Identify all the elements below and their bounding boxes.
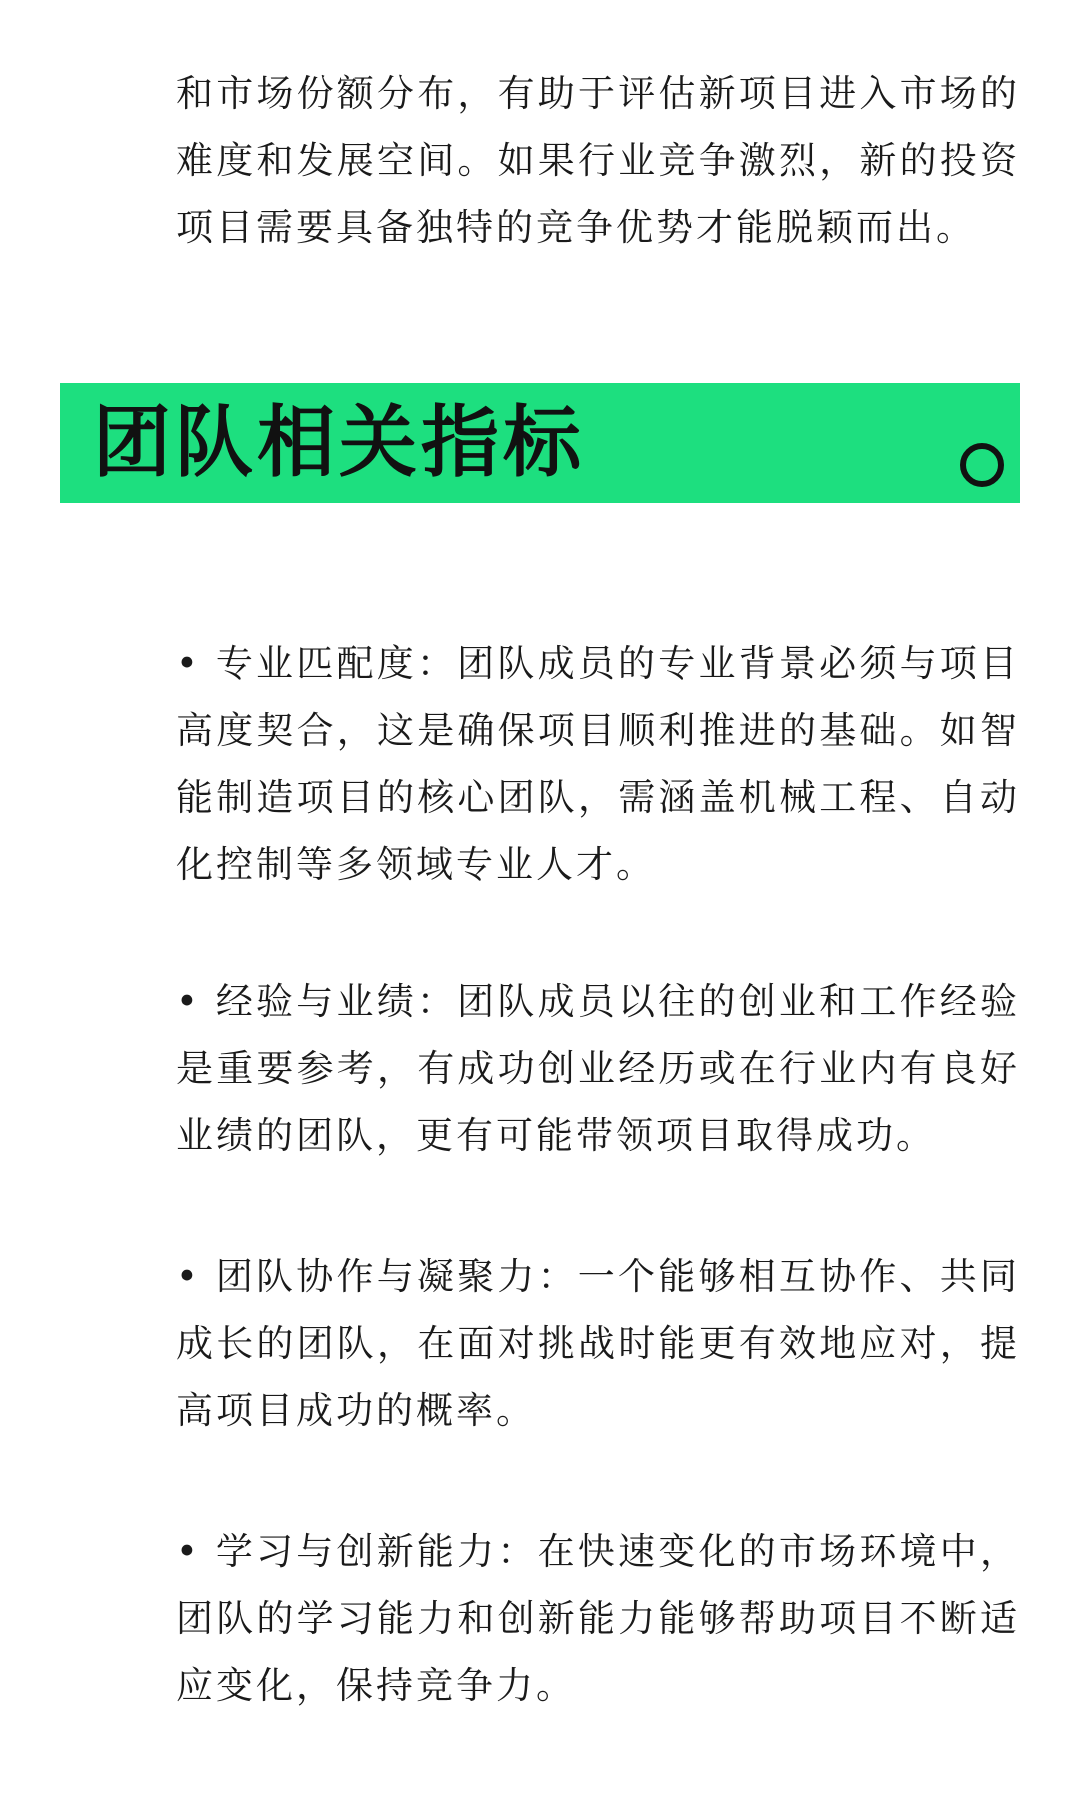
bullet-text: 团队成员的专业背景必须与项目高度契合，这是确保项目顺利推进的基础。如智能制造项目的核心团队，需涵盖机械工程、自动化控制等多领域专业人才。 xyxy=(176,642,1021,886)
circle-icon xyxy=(960,443,1004,487)
bullet-marker: • xyxy=(176,1255,201,1298)
bullet-item-innovation xyxy=(176,1518,1020,1719)
bullet-label: 团队协作与凝聚力： xyxy=(215,1255,578,1298)
section-title: 团队相关指标 xyxy=(93,398,586,488)
section-header-banner xyxy=(60,383,1020,503)
bullet-item-collaboration xyxy=(176,1243,1020,1444)
bullet-label: 学习与创新能力： xyxy=(215,1530,538,1573)
bullet-label: 经验与业绩： xyxy=(215,980,458,1023)
bullet-marker: • xyxy=(176,1530,201,1573)
bullet-text: 一个能够相互协作、共同成长的团队，在面对挑战时能更有效地应对，提高项目成功的概率。 xyxy=(176,1255,1020,1432)
intro-paragraph: 和市场份额分布，有助于评估新项目进入市场的难度和发展空间。如果行业竞争激烈，新的投资项目需要具备独特的竞争优势才能脱颖而出。 xyxy=(176,72,1020,249)
bullet-text: 在快速变化的市场环境中，团队的学习能力和创新能力能够帮助项目不断适应变化，保持竞争力。 xyxy=(176,1530,1021,1707)
bullet-text: 团队成员以往的创业和工作经验是重要参考，有成功创业经历或在行业内有良好业绩的团队，更有可能带领项目取得成功。 xyxy=(176,980,1021,1157)
bullet-item-experience xyxy=(176,968,1020,1169)
bullet-label: 专业匹配度： xyxy=(215,642,458,685)
bullet-marker: • xyxy=(176,980,201,1023)
bullet-item-expertise xyxy=(176,630,1020,898)
bullet-marker: • xyxy=(176,642,201,685)
